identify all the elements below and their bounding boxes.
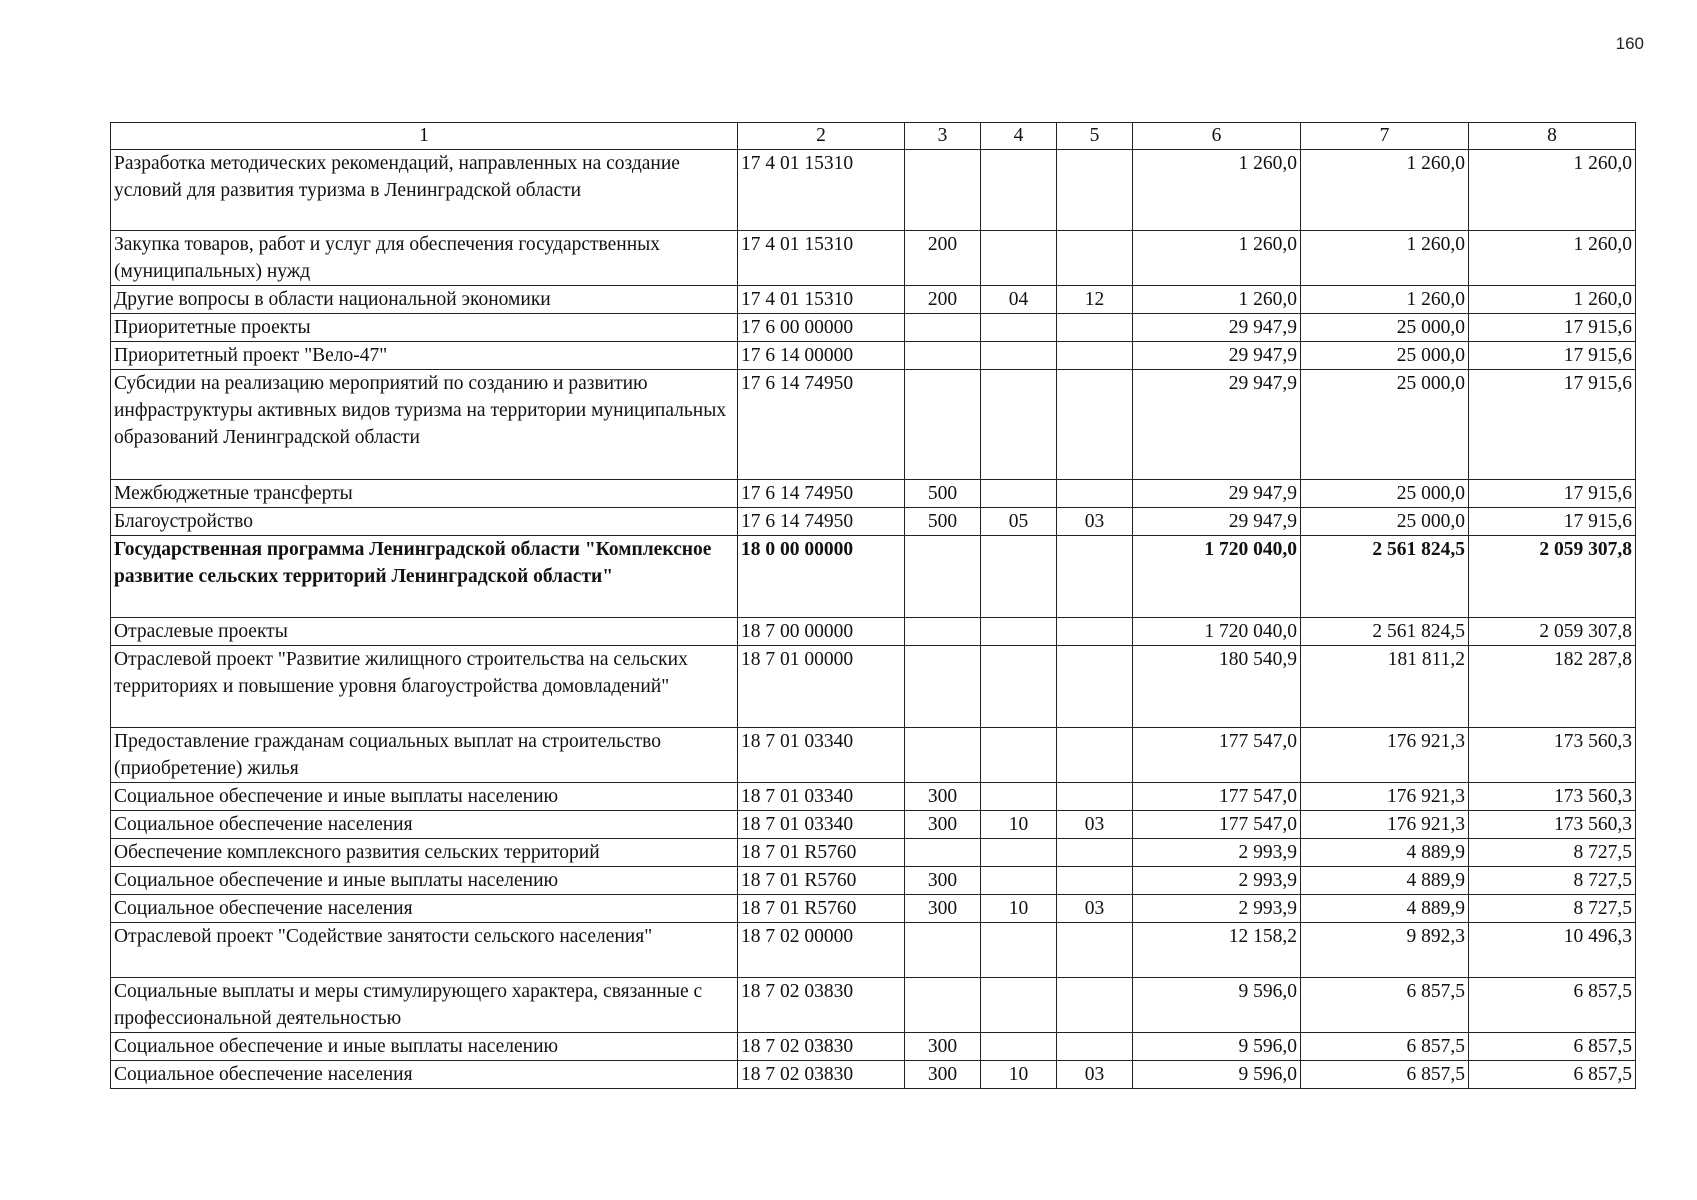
row-target-code: 17 4 01 15310 [738,231,905,286]
row-section [981,536,1057,618]
row-expense-type: 300 [905,783,981,811]
row-expense-type [905,370,981,480]
row-subsection [1057,646,1133,728]
row-amount-year-3: 17 915,6 [1469,508,1636,536]
row-subsection [1057,314,1133,342]
row-name: Социальное обеспечение и иные выплаты населению [111,1033,738,1061]
row-amount-year-1: 177 547,0 [1133,811,1301,839]
row-amount-year-1: 9 596,0 [1133,1033,1301,1061]
row-expense-type: 200 [905,231,981,286]
row-section [981,646,1057,728]
row-target-code: 18 7 00 00000 [738,618,905,646]
row-amount-year-1: 29 947,9 [1133,480,1301,508]
row-name: Отраслевой проект "Развитие жилищного строительства на сельских территориях и повышение уровня благоустройства домовладений" [111,646,738,728]
row-name: Обеспечение комплексного развития сельских территорий [111,839,738,867]
row-amount-year-2: 4 889,9 [1301,867,1469,895]
row-expense-type [905,618,981,646]
row-subsection [1057,783,1133,811]
table-row [111,923,1636,978]
row-expense-type: 300 [905,895,981,923]
table-row [111,728,1636,783]
page-number: 160 [1615,34,1644,53]
row-target-code: 18 7 02 03830 [738,978,905,1033]
row-expense-type: 300 [905,1061,981,1089]
row-amount-year-2: 1 260,0 [1301,286,1469,314]
row-name: Приоритетные проекты [111,314,738,342]
row-amount-year-2: 4 889,9 [1301,839,1469,867]
row-section: 10 [981,811,1057,839]
row-section [981,728,1057,783]
row-name: Социальное обеспечение и иные выплаты населению [111,867,738,895]
row-amount-year-3: 173 560,3 [1469,811,1636,839]
row-amount-year-2: 25 000,0 [1301,508,1469,536]
table-row [111,1033,1636,1061]
row-name: Закупка товаров, работ и услуг для обеспечения государственных (муниципальных) нужд [111,231,738,286]
row-amount-year-2: 2 561 824,5 [1301,618,1469,646]
row-target-code: 17 6 00 00000 [738,314,905,342]
row-expense-type: 200 [905,286,981,314]
row-expense-type [905,314,981,342]
col-header-1: 1 [111,123,738,150]
row-name: Социальное обеспечение населения [111,895,738,923]
row-expense-type: 300 [905,1033,981,1061]
row-target-code: 18 7 01 03340 [738,728,905,783]
row-expense-type [905,342,981,370]
row-amount-year-3: 1 260,0 [1469,231,1636,286]
row-section: 04 [981,286,1057,314]
table-row [111,867,1636,895]
col-header-6: 6 [1133,123,1301,150]
table-row [111,508,1636,536]
row-amount-year-3: 17 915,6 [1469,314,1636,342]
row-target-code: 18 7 01 03340 [738,811,905,839]
row-name: Приоритетный проект "Вело-47" [111,342,738,370]
row-amount-year-3: 6 857,5 [1469,978,1636,1033]
row-target-code: 17 4 01 15310 [738,150,905,231]
row-name: Другие вопросы в области национальной экономики [111,286,738,314]
row-name: Социальные выплаты и меры стимулирующего характера, связанные с профессиональной деятельностью [111,978,738,1033]
row-target-code: 17 6 14 74950 [738,480,905,508]
row-expense-type: 300 [905,867,981,895]
row-amount-year-1: 1 260,0 [1133,231,1301,286]
row-expense-type: 500 [905,480,981,508]
row-amount-year-2: 1 260,0 [1301,231,1469,286]
table-row [111,342,1636,370]
row-name: Государственная программа Ленинградской области "Комплексное развитие сельских территорий Ленинградской области" [111,536,738,618]
row-amount-year-2: 176 921,3 [1301,728,1469,783]
row-name: Социальное обеспечение и иные выплаты населению [111,783,738,811]
row-amount-year-2: 2 561 824,5 [1301,536,1469,618]
table-row [111,370,1636,480]
row-expense-type: 300 [905,811,981,839]
row-amount-year-1: 9 596,0 [1133,1061,1301,1089]
row-subsection [1057,618,1133,646]
row-section: 05 [981,508,1057,536]
row-amount-year-2: 6 857,5 [1301,1061,1469,1089]
row-section: 10 [981,1061,1057,1089]
row-target-code: 18 7 01 03340 [738,783,905,811]
row-amount-year-3: 1 260,0 [1469,150,1636,231]
row-section [981,839,1057,867]
row-section [981,783,1057,811]
row-subsection [1057,978,1133,1033]
row-amount-year-3: 173 560,3 [1469,728,1636,783]
row-amount-year-1: 1 260,0 [1133,150,1301,231]
row-section: 10 [981,895,1057,923]
row-amount-year-1: 9 596,0 [1133,978,1301,1033]
row-target-code: 17 6 14 00000 [738,342,905,370]
row-name: Межбюджетные трансферты [111,480,738,508]
row-section [981,342,1057,370]
row-target-code: 17 6 14 74950 [738,508,905,536]
row-expense-type [905,978,981,1033]
row-name: Отраслевые проекты [111,618,738,646]
col-header-8: 8 [1469,123,1636,150]
row-section [981,150,1057,231]
row-name: Субсидии на реализацию мероприятий по созданию и развитию инфраструктуры активных видов туризма на территории муниципальных образований Ленинградской области [111,370,738,480]
row-subsection [1057,867,1133,895]
table-row [111,536,1636,618]
row-target-code: 18 7 02 00000 [738,923,905,978]
row-target-code: 18 7 02 03830 [738,1033,905,1061]
row-amount-year-1: 177 547,0 [1133,783,1301,811]
col-header-7: 7 [1301,123,1469,150]
row-amount-year-3: 6 857,5 [1469,1061,1636,1089]
row-amount-year-2: 181 811,2 [1301,646,1469,728]
row-subsection: 03 [1057,508,1133,536]
row-amount-year-1: 1 260,0 [1133,286,1301,314]
row-amount-year-3: 6 857,5 [1469,1033,1636,1061]
row-amount-year-1: 180 540,9 [1133,646,1301,728]
row-amount-year-2: 1 260,0 [1301,150,1469,231]
row-amount-year-1: 29 947,9 [1133,370,1301,480]
col-header-2: 2 [738,123,905,150]
row-target-code: 18 0 00 00000 [738,536,905,618]
row-subsection [1057,231,1133,286]
table-row [111,480,1636,508]
row-target-code: 17 4 01 15310 [738,286,905,314]
row-name: Разработка методических рекомендаций, направленных на создание условий для развития туризма в Ленинградской области [111,150,738,231]
row-section [981,923,1057,978]
table-row [111,811,1636,839]
row-amount-year-2: 9 892,3 [1301,923,1469,978]
row-amount-year-1: 29 947,9 [1133,508,1301,536]
row-amount-year-2: 176 921,3 [1301,811,1469,839]
row-expense-type [905,728,981,783]
row-amount-year-2: 4 889,9 [1301,895,1469,923]
header-row [111,123,1636,150]
row-target-code: 18 7 01 R5760 [738,895,905,923]
table-row [111,618,1636,646]
row-amount-year-3: 17 915,6 [1469,480,1636,508]
row-expense-type [905,923,981,978]
row-amount-year-3: 8 727,5 [1469,867,1636,895]
col-header-4: 4 [981,123,1057,150]
row-amount-year-1: 12 158,2 [1133,923,1301,978]
table-body [111,150,1636,1089]
row-amount-year-2: 25 000,0 [1301,342,1469,370]
col-header-3: 3 [905,123,981,150]
table-row [111,150,1636,231]
row-subsection [1057,536,1133,618]
row-section [981,314,1057,342]
row-section [981,978,1057,1033]
table-row [111,783,1636,811]
budget-table [110,122,1636,1089]
row-amount-year-2: 6 857,5 [1301,1033,1469,1061]
row-target-code: 18 7 02 03830 [738,1061,905,1089]
row-amount-year-3: 182 287,8 [1469,646,1636,728]
row-subsection: 03 [1057,1061,1133,1089]
row-section [981,231,1057,286]
row-subsection [1057,150,1133,231]
row-target-code: 18 7 01 R5760 [738,867,905,895]
row-amount-year-1: 1 720 040,0 [1133,536,1301,618]
row-expense-type [905,150,981,231]
row-amount-year-1: 29 947,9 [1133,314,1301,342]
row-name: Социальное обеспечение населения [111,1061,738,1089]
row-subsection [1057,370,1133,480]
row-section [981,867,1057,895]
row-name: Социальное обеспечение населения [111,811,738,839]
row-amount-year-3: 8 727,5 [1469,895,1636,923]
row-subsection: 03 [1057,895,1133,923]
row-amount-year-3: 2 059 307,8 [1469,536,1636,618]
row-amount-year-1: 2 993,9 [1133,867,1301,895]
row-amount-year-1: 177 547,0 [1133,728,1301,783]
table-row [111,286,1636,314]
row-subsection [1057,728,1133,783]
row-amount-year-1: 29 947,9 [1133,342,1301,370]
row-amount-year-3: 173 560,3 [1469,783,1636,811]
table-row [111,646,1636,728]
row-amount-year-1: 2 993,9 [1133,895,1301,923]
row-section [981,370,1057,480]
row-expense-type [905,839,981,867]
col-header-5: 5 [1057,123,1133,150]
row-amount-year-3: 17 915,6 [1469,370,1636,480]
row-amount-year-1: 1 720 040,0 [1133,618,1301,646]
row-amount-year-2: 25 000,0 [1301,314,1469,342]
row-amount-year-2: 25 000,0 [1301,480,1469,508]
row-expense-type [905,536,981,618]
row-section [981,618,1057,646]
row-name: Предоставление гражданам социальных выплат на строительство (приобретение) жилья [111,728,738,783]
row-amount-year-3: 2 059 307,8 [1469,618,1636,646]
row-amount-year-2: 25 000,0 [1301,370,1469,480]
row-target-code: 17 6 14 74950 [738,370,905,480]
row-subsection [1057,480,1133,508]
table-row [111,895,1636,923]
row-subsection [1057,923,1133,978]
row-name: Благоустройство [111,508,738,536]
row-target-code: 18 7 01 R5760 [738,839,905,867]
row-subsection [1057,1033,1133,1061]
row-target-code: 18 7 01 00000 [738,646,905,728]
row-subsection [1057,342,1133,370]
row-section [981,480,1057,508]
row-section [981,1033,1057,1061]
table-row [111,314,1636,342]
table-row [111,231,1636,286]
row-amount-year-2: 176 921,3 [1301,783,1469,811]
row-amount-year-1: 2 993,9 [1133,839,1301,867]
row-expense-type [905,646,981,728]
row-amount-year-3: 17 915,6 [1469,342,1636,370]
row-subsection [1057,839,1133,867]
row-expense-type: 500 [905,508,981,536]
table-row [111,1061,1636,1089]
row-amount-year-2: 6 857,5 [1301,978,1469,1033]
row-subsection: 12 [1057,286,1133,314]
row-amount-year-3: 10 496,3 [1469,923,1636,978]
row-name: Отраслевой проект "Содействие занятости сельского населения" [111,923,738,978]
row-amount-year-3: 8 727,5 [1469,839,1636,867]
table-row [111,978,1636,1033]
row-amount-year-3: 1 260,0 [1469,286,1636,314]
row-subsection: 03 [1057,811,1133,839]
table-row [111,839,1636,867]
